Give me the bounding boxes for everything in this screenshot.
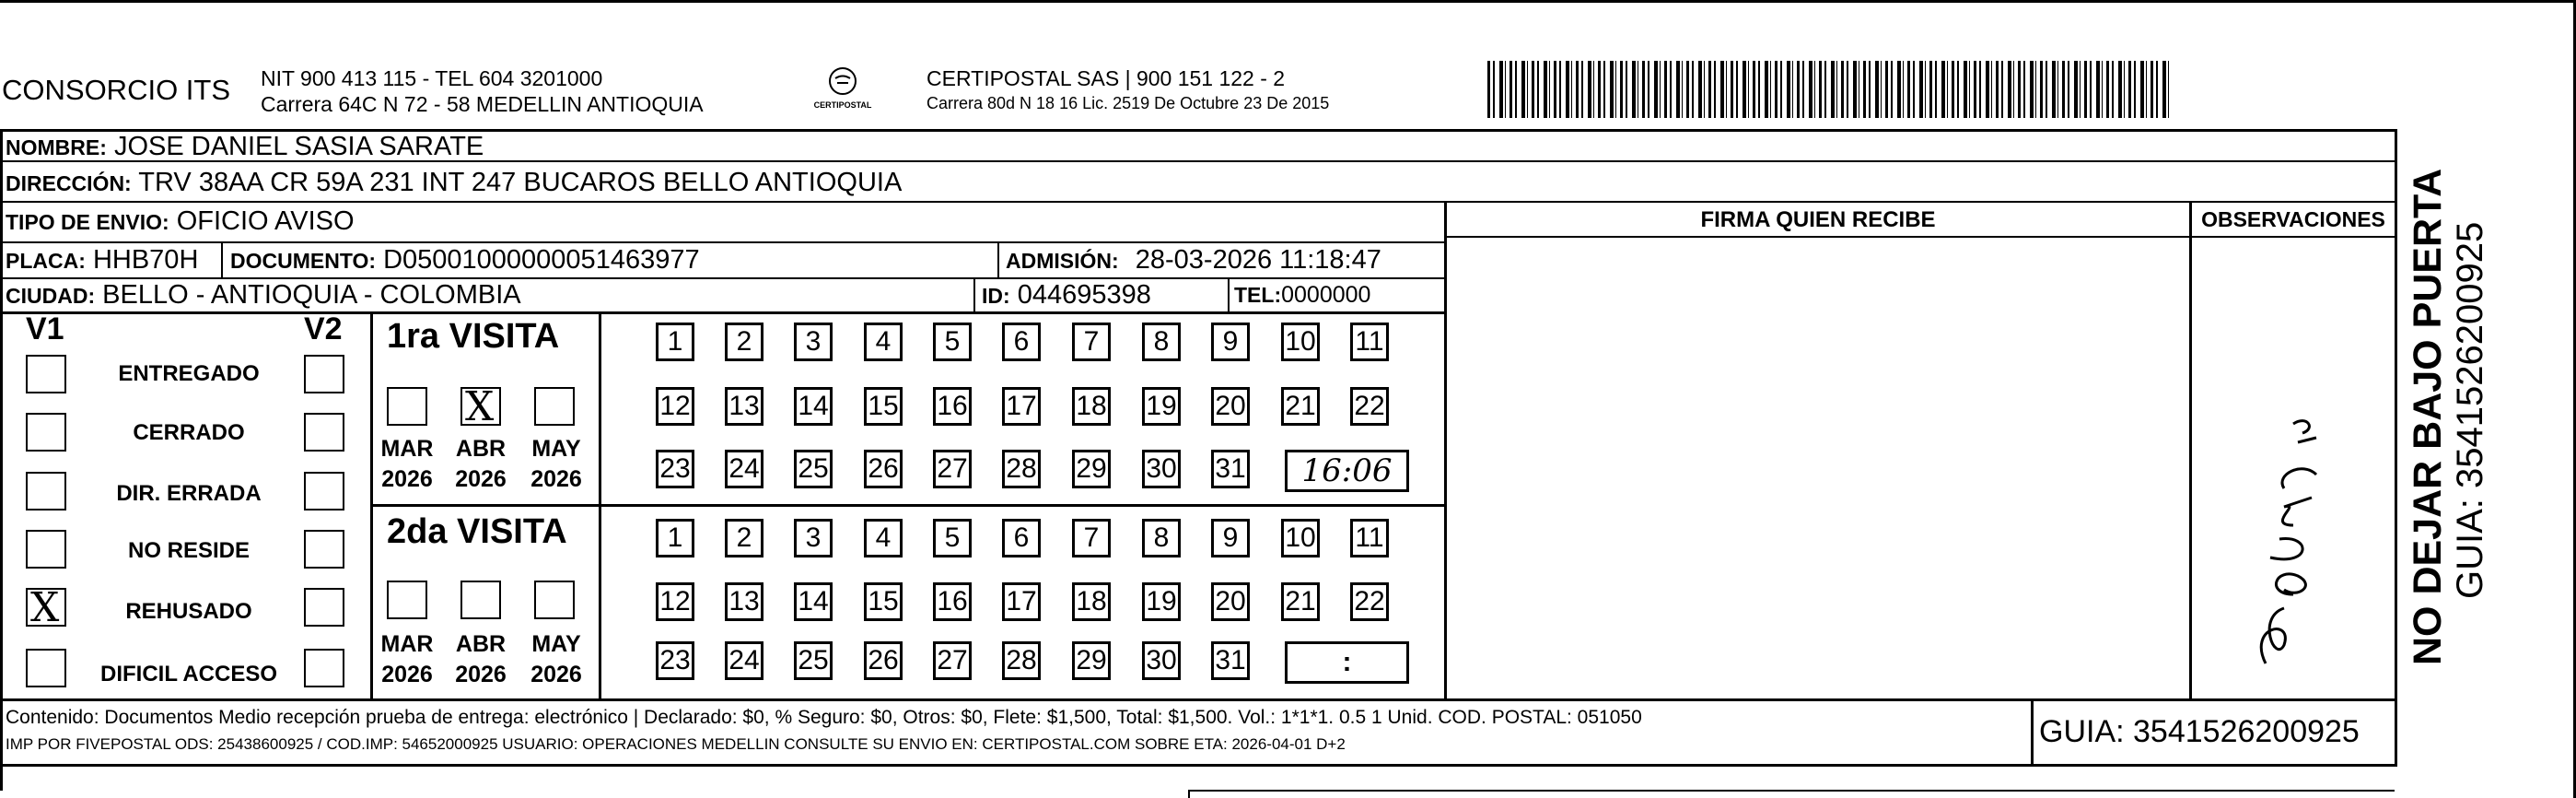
id-value: 044695398 <box>1017 280 1151 310</box>
first-visit-day-5[interactable]: 5 <box>933 323 972 361</box>
first-visit-day-27[interactable]: 27 <box>933 450 972 488</box>
top-border <box>0 0 2576 3</box>
second-mar-label: MAR <box>380 631 434 657</box>
second-visit-day-28[interactable]: 28 <box>1002 641 1041 680</box>
status-cerrado: CERRADO <box>133 420 245 445</box>
second-visit-day-17[interactable]: 17 <box>1002 582 1041 621</box>
second-visit-day-6[interactable]: 6 <box>1002 519 1041 557</box>
v2-cerrado-checkbox[interactable] <box>304 413 344 452</box>
second-visit-abr-checkbox[interactable] <box>460 581 501 619</box>
status-rehusado: REHUSADO <box>125 599 252 624</box>
tel-value: 0000000 <box>1281 282 1371 308</box>
first-visit-day-1[interactable]: 1 <box>656 323 694 361</box>
second-visit-may-checkbox[interactable] <box>534 581 575 619</box>
firma-header: FIRMA QUIEN RECIBE <box>1700 207 1936 232</box>
ciudad-value: BELLO - ANTIOQUIA - COLOMBIA <box>102 280 521 310</box>
first-visit-mar-checkbox[interactable] <box>387 387 427 426</box>
v1-dir-errada-checkbox[interactable] <box>26 472 66 510</box>
v1-label: V1 <box>26 311 64 346</box>
second-visit-day-24[interactable]: 24 <box>725 641 763 680</box>
first-visit-time[interactable]: 16:06 <box>1285 450 1409 492</box>
logo-icon <box>824 66 861 98</box>
v2-rehusado-checkbox[interactable] <box>304 588 344 627</box>
first-visit-may-checkbox[interactable] <box>534 387 575 426</box>
tipo-value: OFICIO AVISO <box>176 206 355 236</box>
second-visit-day-23[interactable]: 23 <box>656 641 694 680</box>
nombre-value: JOSE DANIEL SASIA SARATE <box>113 132 484 161</box>
admision-label: ADMISIÓN: <box>1006 249 1119 273</box>
second-visit-day-5[interactable]: 5 <box>933 519 972 557</box>
observaciones-header: OBSERVACIONES <box>2201 207 2385 231</box>
second-visit-day-8[interactable]: 8 <box>1142 519 1181 557</box>
documento-value: D05001000000051463977 <box>383 245 700 275</box>
first-visit-day-14[interactable]: 14 <box>794 387 833 426</box>
direccion-value: TRV 38AA CR 59A 231 INT 247 BUCAROS BELLO ANTIOQUIA <box>138 168 903 197</box>
second-visit-day-19[interactable]: 19 <box>1142 582 1181 621</box>
second-visit-day-16[interactable]: 16 <box>933 582 972 621</box>
v2-dir-errada-checkbox[interactable] <box>304 472 344 510</box>
first-visit-abr-checkbox-checked[interactable] <box>460 387 501 426</box>
v1-rehusado-checkbox-checked[interactable] <box>26 588 66 627</box>
first-visit-day-10[interactable]: 10 <box>1281 323 1320 361</box>
first-visit-day-31[interactable]: 31 <box>1211 450 1250 488</box>
first-abr-label: ABR <box>455 436 507 462</box>
v1-dificil-acceso-checkbox[interactable] <box>26 649 66 687</box>
certipostal-logo: CERTIPOSTAL <box>806 66 880 112</box>
first-visit-day-17[interactable]: 17 <box>1002 387 1041 426</box>
nombre-label: NOMBRE: <box>6 135 107 159</box>
first-visit-day-24[interactable]: 24 <box>725 450 763 488</box>
second-may-year: 2026 <box>530 662 582 687</box>
second-visit-day-26[interactable]: 26 <box>864 641 903 680</box>
id-label: ID: <box>982 284 1010 308</box>
second-abr-year: 2026 <box>455 662 507 687</box>
status-dir-errada: DIR. ERRADA <box>116 481 262 506</box>
second-visit-day-31[interactable]: 31 <box>1211 641 1250 680</box>
first-visit-day-2[interactable]: 2 <box>725 323 763 361</box>
admision-value: 28-03-2026 11:18:47 <box>1135 245 1381 275</box>
v1-no-reside-checkbox[interactable] <box>26 530 66 569</box>
contenido-line: Contenido: Documentos Medio recepción prueba de entrega: electrónico | Declarado: $0, % Seguro: $0, Otros: $0, Flete: $1,500, Total: $1,500. Vol.: 1*1*1. 0.5 1 Unid. COD. POSTAL: 051050 <box>6 707 1642 728</box>
first-may-label: MAY <box>531 436 581 462</box>
first-visit-day-13[interactable]: 13 <box>725 387 763 426</box>
second-visit-day-13[interactable]: 13 <box>725 582 763 621</box>
first-visit-title: 1ra VISITA <box>387 317 560 356</box>
first-visit-day-9[interactable]: 9 <box>1211 323 1250 361</box>
first-may-year: 2026 <box>530 466 582 492</box>
first-visit-day-8[interactable]: 8 <box>1142 323 1181 361</box>
second-visit-day-18[interactable]: 18 <box>1072 582 1111 621</box>
second-visit-day-1[interactable]: 1 <box>656 519 694 557</box>
first-visit-day-20[interactable]: 20 <box>1211 387 1250 426</box>
placa-value: HHB70H <box>92 245 199 275</box>
first-visit-day-6[interactable]: 6 <box>1002 323 1041 361</box>
first-abr-year: 2026 <box>455 466 507 492</box>
second-visit-title: 2da VISITA <box>387 512 567 551</box>
handwritten-signature <box>2229 387 2339 687</box>
first-visit-day-29[interactable]: 29 <box>1072 450 1111 488</box>
second-visit-day-9[interactable]: 9 <box>1211 519 1250 557</box>
second-visit-day-20[interactable]: 20 <box>1211 582 1250 621</box>
first-visit-day-15[interactable]: 15 <box>864 387 903 426</box>
first-visit-day-11[interactable]: 11 <box>1350 323 1389 361</box>
second-visit-day-22[interactable]: 22 <box>1350 582 1389 621</box>
first-visit-day-28[interactable]: 28 <box>1002 450 1041 488</box>
second-visit-day-3[interactable]: 3 <box>794 519 833 557</box>
first-visit-day-3[interactable]: 3 <box>794 323 833 361</box>
nit-line: NIT 900 413 115 - TEL 604 3201000 <box>261 66 603 90</box>
first-visit-day-23[interactable]: 23 <box>656 450 694 488</box>
imp-line: IMP POR FIVEPOSTAL ODS: 25438600925 / COD.IMP: 54652000925 USUARIO: OPERACIONES MEDELLIN CONSULTE SU ENVIO EN: CERTIPOSTAL.COM SOBRE ETA: 2026-04-01 D+2 <box>6 735 1346 753</box>
first-visit-day-16[interactable]: 16 <box>933 387 972 426</box>
first-visit-day-26[interactable]: 26 <box>864 450 903 488</box>
certipostal-line1: CERTIPOSTAL SAS | 900 151 122 - 2 <box>927 66 1286 90</box>
tipo-label: TIPO DE ENVIO: <box>6 210 169 234</box>
tel-label: TEL: <box>1234 283 1282 307</box>
second-visit-day-29[interactable]: 29 <box>1072 641 1111 680</box>
second-visit-day-4[interactable]: 4 <box>864 519 903 557</box>
first-visit-day-7[interactable]: 7 <box>1072 323 1111 361</box>
first-visit-day-12[interactable]: 12 <box>656 387 694 426</box>
company-name: CONSORCIO ITS <box>2 74 231 106</box>
second-visit-day-14[interactable]: 14 <box>794 582 833 621</box>
v2-entregado-checkbox[interactable] <box>304 355 344 393</box>
second-visit-day-15[interactable]: 15 <box>864 582 903 621</box>
first-mar-label: MAR <box>380 436 434 462</box>
second-mar-year: 2026 <box>381 662 433 687</box>
first-visit-day-25[interactable]: 25 <box>794 450 833 488</box>
second-may-label: MAY <box>531 631 581 657</box>
first-visit-day-21[interactable]: 21 <box>1281 387 1320 426</box>
status-dificil-acceso: DIFICIL ACCESO <box>99 662 277 687</box>
side-guia: GUIA: 3541526200925 <box>2450 221 2490 599</box>
second-visit-time[interactable]: : <box>1285 641 1409 684</box>
v2-dificil-acceso-checkbox[interactable] <box>304 649 344 687</box>
second-visit-mar-checkbox[interactable] <box>387 581 427 619</box>
first-visit-day-4[interactable]: 4 <box>864 323 903 361</box>
second-visit-day-21[interactable]: 21 <box>1281 582 1320 621</box>
company-address: Carrera 64C N 72 - 58 MEDELLIN ANTIOQUIA <box>261 92 704 116</box>
v2-label: V2 <box>304 311 343 346</box>
status-no-reside: NO RESIDE <box>127 538 251 563</box>
second-visit-day-10[interactable]: 10 <box>1281 519 1320 557</box>
second-abr-label: ABR <box>455 631 507 657</box>
v2-no-reside-checkbox[interactable] <box>304 530 344 569</box>
status-entregado: ENTREGADO <box>118 361 260 386</box>
no-dejar-bajo-puerta: NO DEJAR BAJO PUERTA <box>2406 168 2450 665</box>
second-visit-day-11[interactable]: 11 <box>1350 519 1389 557</box>
placa-label: PLACA: <box>6 249 86 273</box>
guia-footer: GUIA: 3541526200925 <box>2039 714 2360 749</box>
documento-label: DOCUMENTO: <box>230 249 377 273</box>
first-visit-day-19[interactable]: 19 <box>1142 387 1181 426</box>
second-visit-day-25[interactable]: 25 <box>794 641 833 680</box>
first-visit-day-22[interactable]: 22 <box>1350 387 1389 426</box>
v1-cerrado-checkbox[interactable] <box>26 413 66 452</box>
second-visit-day-12[interactable]: 12 <box>656 582 694 621</box>
certipostal-line2: Carrera 80d N 18 16 Lic. 2519 De Octubre 23 De 2015 <box>927 94 1330 112</box>
barcode <box>1487 61 2169 118</box>
ciudad-label: CIUDAD: <box>6 284 96 308</box>
first-mar-year: 2026 <box>381 466 433 492</box>
second-visit-day-7[interactable]: 7 <box>1072 519 1111 557</box>
second-visit-day-30[interactable]: 30 <box>1142 641 1181 680</box>
direccion-label: DIRECCIÓN: <box>6 171 132 195</box>
v1-entregado-checkbox[interactable] <box>26 355 66 393</box>
second-visit-day-27[interactable]: 27 <box>933 641 972 680</box>
first-visit-day-18[interactable]: 18 <box>1072 387 1111 426</box>
first-visit-day-30[interactable]: 30 <box>1142 450 1181 488</box>
second-visit-day-2[interactable]: 2 <box>725 519 763 557</box>
